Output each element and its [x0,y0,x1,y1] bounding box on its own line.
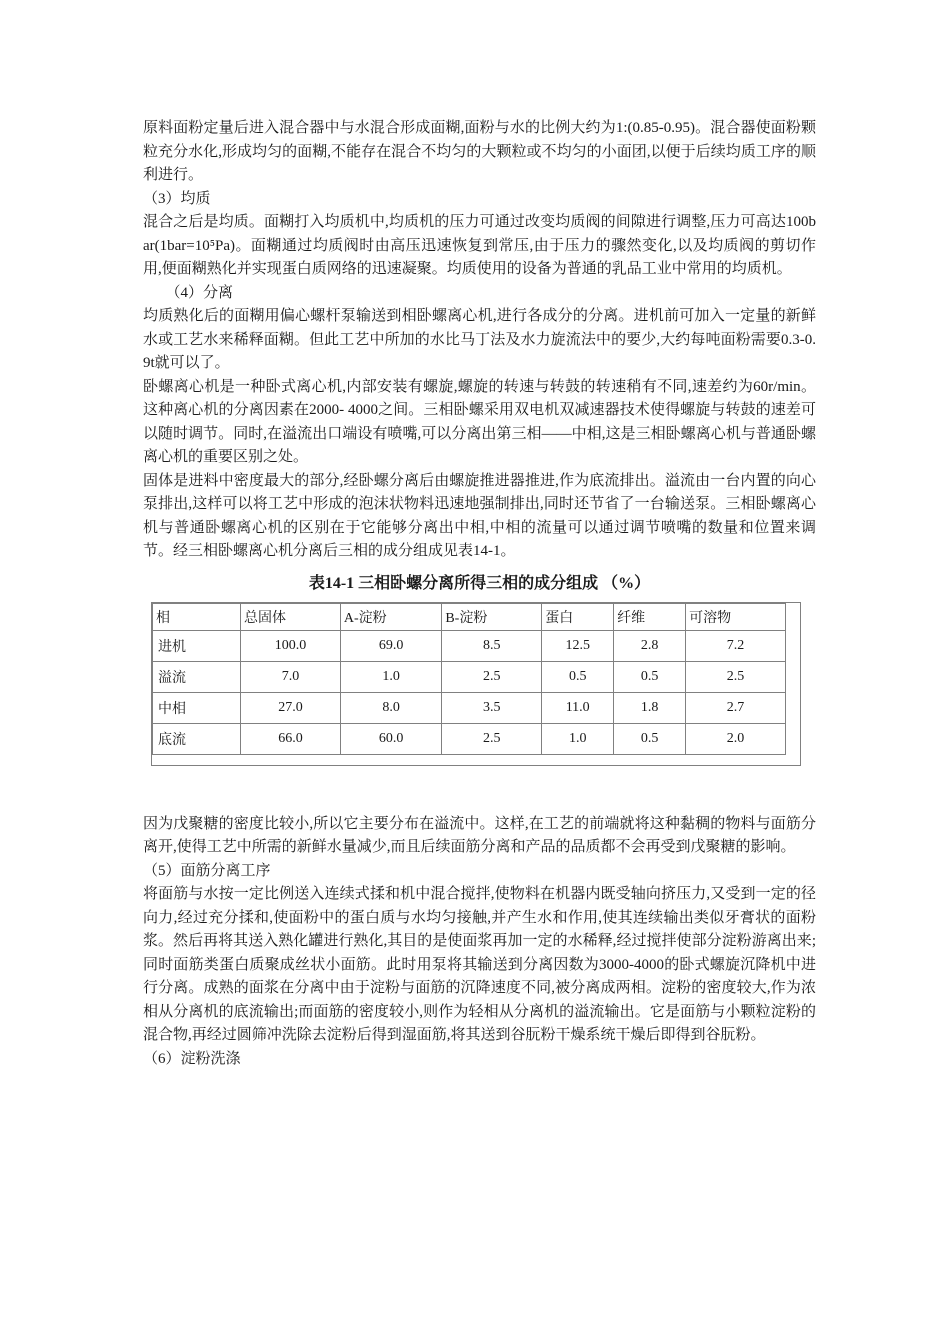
table-cell: 7.2 [686,630,786,661]
table-cell: 66.0 [241,723,341,754]
table-cell: 69.0 [340,630,441,661]
table-cell: 100.0 [241,630,341,661]
table-cell: 1.0 [542,723,614,754]
table-cell: 0.5 [614,661,686,692]
table-cell: 进机 [153,630,241,661]
table-cell: 7.0 [241,661,341,692]
paragraph: 卧螺离心机是一种卧式离心机,内部安装有螺旋,螺旋的转速与转鼓的转速稍有不同,速差约为60r/min。这种离心机的分离因素在2000- 4000之间。三相卧螺采用双电机双减速器技术使得螺旋与转鼓的速差可以随时调节。同时,在溢流出口端设有喷嘴,可以分离出第三相——中相,这是三相卧螺离心机与普通卧螺离心机的重要区别之处。 [143,378,816,465]
table-cell: 1.8 [614,692,686,723]
table-cell: 0.5 [542,661,614,692]
table-cell: 60.0 [340,723,441,754]
table-cell: 2.5 [442,723,542,754]
table-header-cell: 纤维 [614,603,686,630]
table-cell: 2.5 [686,661,786,692]
table-header-row [153,603,786,630]
section-heading: （5）面筋分离工序 [143,862,271,879]
table-row [153,723,786,754]
table-cell: 1.0 [340,661,441,692]
table-cell: 12.5 [542,630,614,661]
document-content [143,117,816,1071]
table-header-cell: 相 [153,603,241,630]
paragraph: 将面筋与水按一定比例送入连续式揉和机中混合搅拌,使物料在机器内既受轴向挤压力,又受到一定的径向力,经过充分揉和,使面粉中的蛋白质与水均匀接触,并产生水和作用,使其连续输出类似牙膏状的面粉浆。然后再将其送入熟化罐进行熟化,其目的是使面浆再加一定的水稀释,经过搅拌使部分淀粉游离出来;同时面筋类蛋白质聚成丝状小面筋。此时用泵将其输送到分离因数为3000-4000的卧式螺旋沉降机中进行分离。成熟的面浆在分离中由于淀粉与面筋的沉降速度不同,被分离成两相。淀粉的密度较大,作为浓相从分离机的底流输出;而面筋的密度较小,则作为轻相从分离机的溢流输出。它是面筋与小颗粒淀粉的混合物,再经过圆筛冲洗除去淀粉后得到湿面筋,将其送到谷朊粉干燥系统干燥后即得到谷朊粉。 [143,886,816,1043]
table-cell: 2.0 [686,723,786,754]
table-cell: 8.5 [442,630,542,661]
table-header-cell: B-淀粉 [442,603,542,630]
table-header-cell: 可溶物 [686,603,786,630]
composition-table [152,603,786,755]
table-row [153,661,786,692]
table-cell: 中相 [153,692,241,723]
section-heading: （4）分离 [143,284,234,301]
table-cell: 0.5 [614,723,686,754]
table-cell: 2.8 [614,630,686,661]
table-title: 表14-1 三相卧螺分离所得三相的成分组成 （%） [308,574,651,592]
table-cell: 3.5 [442,692,542,723]
table-header-cell: A-淀粉 [340,603,441,630]
paragraph: 因为戊聚糖的密度比较小,所以它主要分布在溢流中。这样,在工艺的前端就将这种黏稠的物料与面筋分离开,使得工艺中所需的新鲜水量减少,而且后续面筋分离和产品的品质都不会再受到戊聚糖的影响。 [143,815,816,855]
table-cell: 2.5 [442,661,542,692]
section-heading: （6）淀粉洗涤 [143,1050,241,1067]
section-heading: （3）均质 [143,190,211,207]
table-header-cell: 总固体 [241,603,341,630]
paragraph: 均质熟化后的面糊用偏心螺杆泵输送到相卧螺离心机,进行各成分的分离。进机前可加入一定量的新鲜水或工艺水来稀释面糊。但此工艺中所加的水比马丁法及水力旋流法中的要少,大约每吨面粉需要0.3-0.9t就可以了。 [143,308,816,371]
table-header-cell: 蛋白 [542,603,614,630]
table-cell: 11.0 [542,692,614,723]
table-cell: 溢流 [153,661,241,692]
composition-table-wrapper [151,602,801,766]
table-cell: 底流 [153,723,241,754]
table-cell: 8.0 [340,692,441,723]
paragraph: 固体是进料中密度最大的部分,经卧螺分离后由螺旋推进器推进,作为底流排出。溢流由一台内置的向心泵排出,这样可以将工艺中形成的泡沫状物料迅速地强制排出,同时还节省了一台输送泵。三相卧螺离心机与普通卧螺离心机的区别在于它能够分离出中相,中相的流量可以通过调节喷嘴的数量和位置来调节。经三相卧螺离心机分离后三相的成分组成见表14-1。 [143,472,816,559]
paragraph: 混合之后是均质。面糊打入均质机中,均质机的压力可通过改变均质阀的间隙进行调整,压力可高达100bar(1bar=10⁵Pa)。面糊通过均质阀时由高压迅速恢复到常压,由于压力的骤然变化,以及均质阀的剪切作用,便面糊熟化并实现蛋白质网络的迅速凝聚。均质使用的设备为普通的乳品工业中常用的均质机。 [143,214,816,277]
table-cell: 2.7 [686,692,786,723]
table-cell: 27.0 [241,692,341,723]
table-row [153,630,786,661]
table-row [153,692,786,723]
paragraph: 原料面粉定量后进入混合器中与水混合形成面糊,面粉与水的比例大约为1:(0.85-0.95)。混合器使面粉颗粒充分水化,形成均匀的面糊,不能存在混合不均匀的大颗粒或不均匀的小面团,以便于后续均质工序的顺利进行。 [143,120,816,183]
